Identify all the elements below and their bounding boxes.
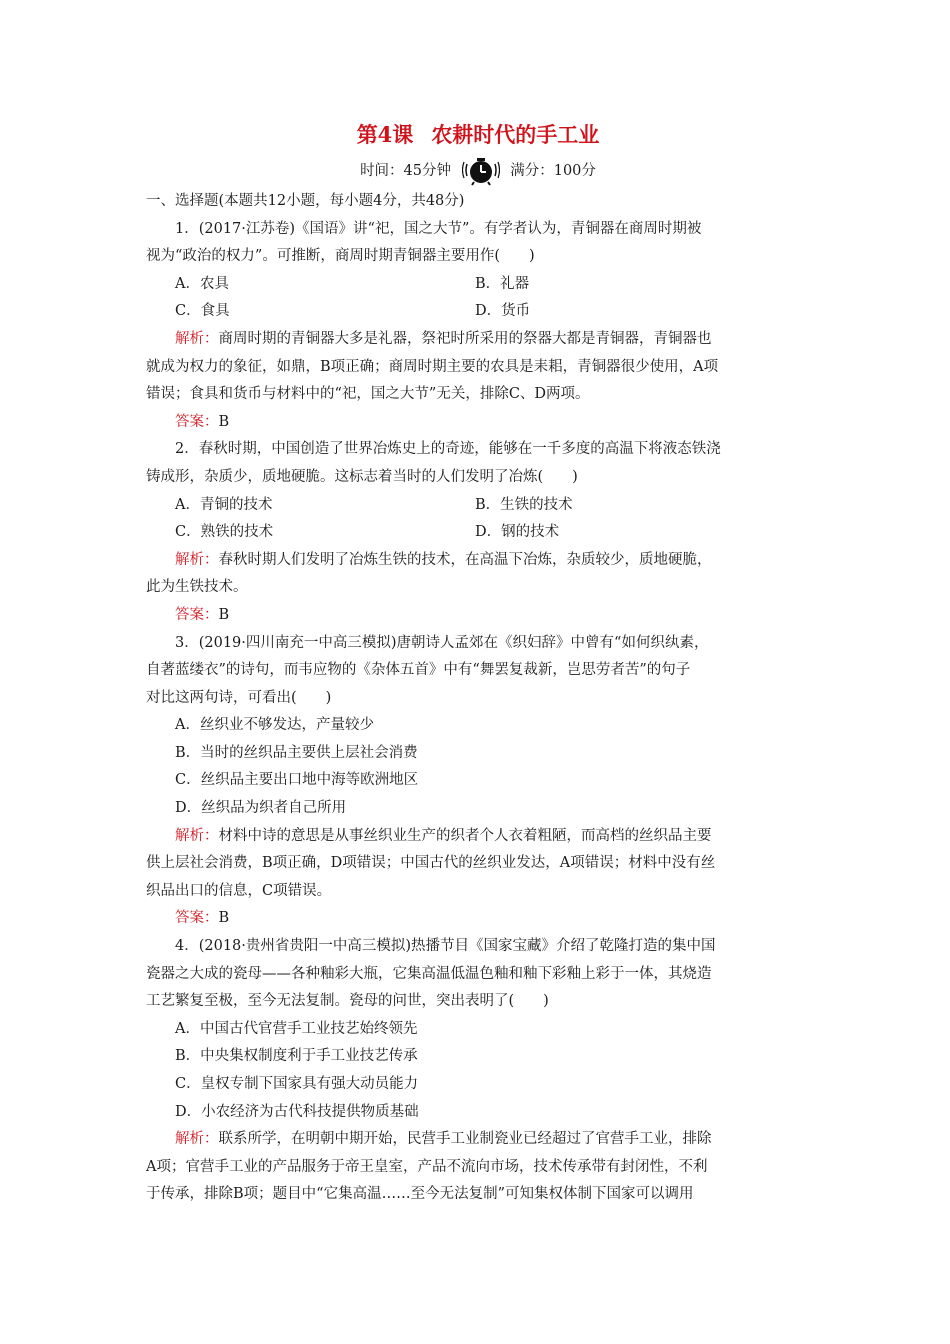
q2-answer: 答案：B (175, 606, 230, 623)
q4-option-c: C．皇权专制下国家具有强大动员能力 (175, 1076, 419, 1092)
q2-stem-line: 铸成形，杂质少，质地硬脆。这标志着当时的人们发明了冶炼( ) (146, 468, 578, 485)
q4-stem-line: 4．(2018·贵州省贵阳一中高三模拟)热播节目《国家宝藏》介绍了乾隆打造的集中国 (175, 938, 716, 955)
q1-analysis-line: 就成为权力的象征，如鼎，B项正确；商周时期主要的农具是耒耜，青铜器很少使用，A项 (146, 358, 719, 375)
analysis-label: 解析： (175, 551, 219, 568)
q4-option-a: A．中国古代官营手工业技艺始终领先 (175, 1020, 418, 1037)
q1-option-d: D．货币 (475, 303, 531, 320)
q1-option-a: A．农具 (175, 275, 229, 292)
q2-analysis-line: 此为生铁技术。 (146, 579, 248, 596)
q2-option-d: D．钢的技术 (475, 524, 560, 541)
q2-options-row (146, 492, 810, 520)
q3-answer: 答案：B (175, 910, 230, 927)
time-score-bar (146, 154, 810, 188)
q3-stem-line: 自著蓝缕衣”的诗句，而韦应物的《杂体五首》中有“舞罢复裁新，岂思劳者苦”的句子 (146, 662, 691, 679)
q4-stem-line: 瓷器之大成的瓷母——各种釉彩大瓶，它集高温低温色釉和釉下彩釉上彩于一体，其烧造 (146, 965, 712, 982)
analysis-label: 解析： (175, 1131, 219, 1148)
q3-stem-line: 对比这两句诗，可看出( ) (146, 689, 332, 706)
full-score: 满分：100分 (510, 163, 596, 179)
q4-option-d: D．小农经济为古代科技提供物质基础 (175, 1103, 419, 1120)
section-heading: 一、选择题(本题共12小题，每小题4分，共48分) (146, 193, 465, 209)
alarm-clock-icon (462, 156, 500, 186)
q4-option-b: B．中央集权制度利于手工业技艺传承 (175, 1048, 418, 1065)
q3-analysis-line: 织品出口的信息，C项错误。 (146, 882, 332, 899)
lesson-number: 第4课 (356, 122, 414, 147)
q3-analysis-line: 供上层社会消费，B项正确，D项错误；中国古代的丝织业发达，A项错误；材料中没有丝 (146, 855, 716, 872)
q1-analysis-line: 解析：商周时期的青铜器大多是礼器，祭祀时所采用的祭器大都是青铜器，青铜器也 (175, 330, 712, 347)
q1-option-b: B．礼器 (475, 275, 530, 292)
q2-options-row (146, 519, 810, 547)
q1-options-row (146, 298, 810, 326)
q1-option-c: C．食具 (175, 303, 230, 320)
q1-answer: 答案：B (175, 413, 230, 430)
time-limit: 时间：45分钟 (360, 163, 452, 179)
q1-options-row (146, 271, 810, 299)
q3-option-a: A．丝织业不够发达，产量较少 (175, 717, 374, 734)
q2-option-c: C．熟铁的技术 (175, 524, 274, 541)
q3-option-b: B．当时的丝织品主要供上层社会消费 (175, 744, 418, 761)
analysis-label: 解析： (175, 827, 219, 844)
q3-analysis-line: 解析：材料中诗的意思是从事丝织业生产的织者个人衣着粗陋，而高档的丝织品主要 (175, 827, 712, 844)
q3-stem-line: 3．(2019·四川南充一中高三模拟)唐朝诗人孟郊在《织妇辞》中曾有“如何织纨素， (175, 634, 709, 651)
q1-analysis-line: 错误；食具和货币与材料中的“祀，国之大节”无关，排除C、D两项。 (146, 386, 590, 403)
analysis-label: 解析： (175, 330, 219, 347)
document-page (146, 118, 810, 1209)
q2-stem-line: 2．春秋时期，中国创造了世界冶炼史上的奇迹，能够在一千多度的高温下将液态铁浇 (175, 441, 721, 458)
page-title (146, 118, 810, 152)
q2-option-a: A．青铜的技术 (175, 496, 273, 513)
q4-stem-line: 工艺繁复至极，至今无法复制。瓷母的问世，突出表明了( ) (146, 993, 549, 1010)
lesson-name: 农耕时代的手工业 (431, 122, 600, 147)
q4-analysis-line: 解析：联系所学，在明朝中期开始，民营手工业制瓷业已经超过了官营手工业，排除 (175, 1131, 712, 1148)
q4-analysis-line: A项；官营手工业的产品服务于帝王皇室，产品不流向市场，技术传承带有封闭性，不利 (146, 1158, 708, 1175)
q3-option-c: C．丝织品主要出口地中海等欧洲地区 (175, 772, 419, 789)
q1-stem-line: 视为“政治的权力”。可推断，商周时期青铜器主要用作( ) (146, 248, 535, 265)
q4-analysis-line: 于传承，排除B项；题目中“它集高温……至今无法复制”可知集权体制下国家可以调用 (146, 1186, 694, 1203)
q1-stem-line: 1．(2017·江苏卷)《国语》讲“祀，国之大节”。有学者认为，青铜器在商周时期被 (175, 220, 702, 237)
q2-analysis-line: 解析：春秋时期人们发明了冶炼生铁的技术，在高温下冶炼，杂质较少，质地硬脆， (175, 551, 712, 568)
q2-option-b: B．生铁的技术 (475, 496, 573, 513)
q3-option-d: D．丝织品为织者自己所用 (175, 800, 347, 817)
